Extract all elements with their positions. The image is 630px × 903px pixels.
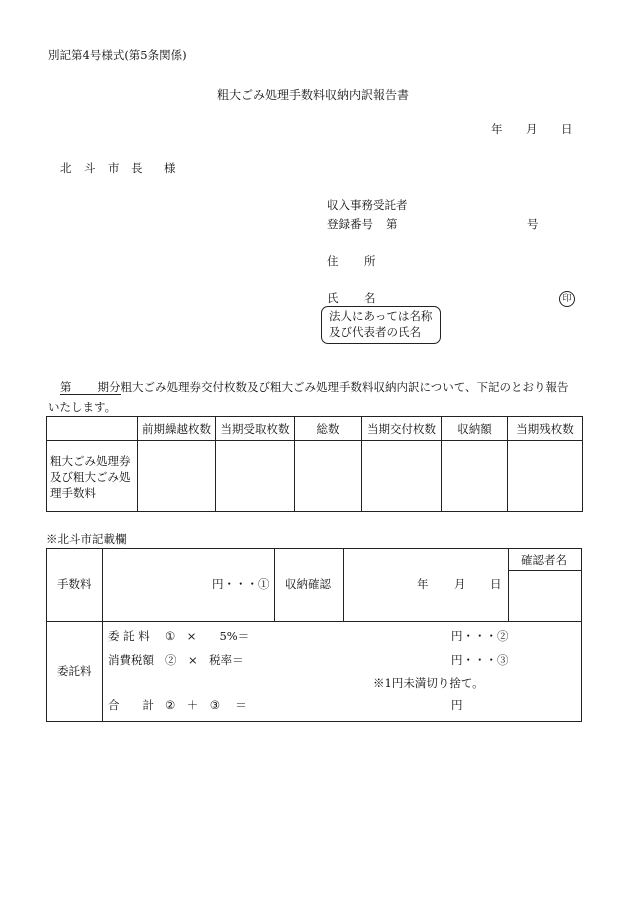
period-line bbox=[60, 382, 569, 394]
cell-prev-carryover[interactable] bbox=[138, 441, 216, 512]
commission-row3-formula: ② ＋ ③ ＝ bbox=[165, 698, 247, 712]
commission-row1-formula: ① × 5%＝ bbox=[165, 629, 250, 643]
commission-row3-label: 合 計 bbox=[108, 698, 154, 712]
name-label-2: 名 bbox=[364, 291, 376, 305]
city-table-col-divider-4 bbox=[508, 548, 509, 622]
rounding-note: ※1円未満切り捨て。 bbox=[373, 676, 484, 690]
cell-remaining[interactable] bbox=[508, 441, 583, 512]
row-label-line1: 粗大ごみ処理券 bbox=[50, 454, 131, 468]
date-month: 月 bbox=[526, 122, 538, 136]
document-title: 粗大ごみ処理手数料収納内訳報告書 bbox=[217, 88, 410, 102]
address-label-1: 住 bbox=[327, 254, 339, 268]
commission-label: 委託料 bbox=[57, 664, 92, 678]
cell-issued[interactable] bbox=[362, 441, 442, 512]
fee-label: 手数料 bbox=[57, 577, 92, 591]
addressee-char-3: 市 bbox=[108, 161, 120, 175]
body-text-line1: 粗大ごみ処理券交付枚数及び粗大ごみ処理手数料収納内訳について、下記のとおり報告 bbox=[120, 380, 569, 394]
header-prev-carryover: 前期繰越枚数 bbox=[138, 417, 216, 441]
commission-row1-label: 委 託 料 bbox=[108, 629, 150, 643]
registration-suffix: 号 bbox=[527, 217, 539, 231]
header-total: 総数 bbox=[295, 417, 362, 441]
city-table-row-divider bbox=[46, 621, 582, 622]
addressee-char-4: 長 bbox=[131, 161, 143, 175]
fee-value: 円・・・① bbox=[212, 577, 270, 591]
city-table-col-divider-3 bbox=[343, 548, 344, 622]
cell-total[interactable] bbox=[295, 441, 362, 512]
commission-row2-label: 消費税額 bbox=[108, 653, 154, 667]
form-label: 別記第4号様式(第5条関係) bbox=[48, 48, 187, 62]
addressee-char-1: 北 bbox=[60, 161, 72, 175]
header-received: 当期受取枚数 bbox=[216, 417, 295, 441]
period-suffix: 期分 bbox=[97, 380, 121, 394]
reporter-heading: 収入事務受託者 bbox=[327, 198, 408, 212]
commission-row1-result: 円・・・② bbox=[451, 629, 509, 643]
receipt-year: 年 bbox=[417, 577, 429, 591]
row-label-cell bbox=[47, 441, 138, 512]
cell-collected[interactable] bbox=[442, 441, 508, 512]
addressee-honorific: 様 bbox=[164, 161, 176, 175]
row-label-line3: 理手数料 bbox=[50, 486, 96, 500]
cell-received[interactable] bbox=[216, 441, 295, 512]
registration-label: 登録番号 bbox=[327, 217, 373, 231]
corp-note-line2: 及び代表者の氏名 bbox=[329, 325, 421, 339]
city-table-col-divider-2 bbox=[274, 548, 275, 622]
city-table-col-divider-1 bbox=[102, 548, 103, 722]
table-corner-cell bbox=[47, 417, 138, 441]
receipt-month: 月 bbox=[454, 577, 466, 591]
addressee-char-2: 斗 bbox=[84, 161, 96, 175]
receipt-day: 日 bbox=[490, 577, 502, 591]
commission-row2-result: 円・・・③ bbox=[451, 653, 509, 667]
date-day: 日 bbox=[561, 122, 573, 136]
city-section-label: ※北斗市記載欄 bbox=[46, 532, 127, 546]
header-remaining: 当期残枚数 bbox=[508, 417, 583, 441]
confirmer-divider bbox=[508, 570, 582, 571]
report-table bbox=[46, 416, 583, 512]
row-label-line2: 及び粗大ごみ処 bbox=[50, 470, 131, 484]
date-year: 年 bbox=[491, 122, 503, 136]
corp-note-line1: 法人にあっては名称 bbox=[329, 309, 433, 323]
body-text-line2: いたします。 bbox=[48, 400, 117, 414]
commission-row3-result: 円 bbox=[451, 698, 463, 712]
header-collected: 収納額 bbox=[442, 417, 508, 441]
address-label-2: 所 bbox=[364, 254, 376, 268]
commission-row2-formula: ② × 税率＝ bbox=[165, 653, 244, 667]
receipt-label: 収納確認 bbox=[285, 577, 331, 591]
confirmer-label: 確認者名 bbox=[521, 553, 567, 567]
registration-prefix: 第 bbox=[386, 217, 398, 231]
header-issued: 当期交付枚数 bbox=[362, 417, 442, 441]
seal-mark: 印 bbox=[559, 291, 575, 307]
name-label-1: 氏 bbox=[327, 291, 339, 305]
period-prefix: 第 bbox=[60, 380, 98, 395]
